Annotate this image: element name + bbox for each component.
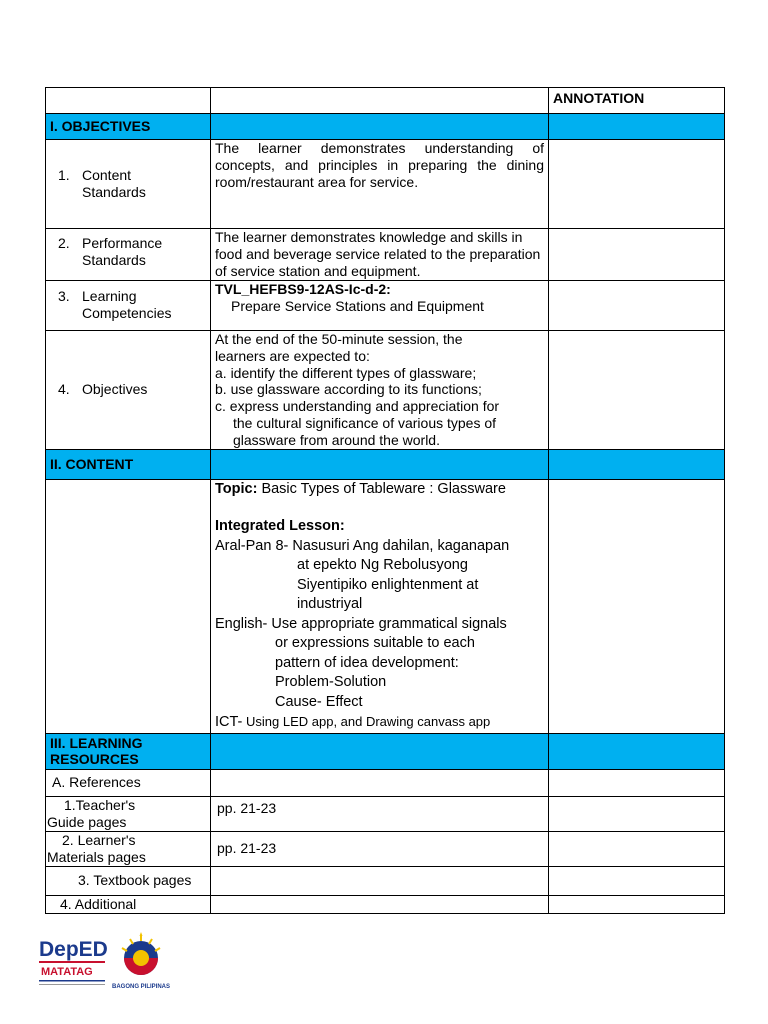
header-row bbox=[46, 88, 725, 114]
objectives-row: 4. Objectives At the end of the 50-minute session, the learners are expected to: a. identify the different types of glassware; b. use glassware according to its functions; c. express understanding and appreciation for the cultural significance of various types of glassware from around the world. bbox=[46, 331, 725, 450]
objective-a: a. identify the different types of glassware; bbox=[215, 364, 477, 381]
ict-line: ICT- Using LED app, and Drawing canvass app bbox=[215, 714, 491, 731]
performance-standards-label: Performance bbox=[82, 235, 163, 251]
teachers-guide-pages: pp. 21-23 bbox=[211, 796, 549, 831]
bagong-pilipinas-wordmark: BAGONG PILIPINAS bbox=[112, 984, 171, 990]
aralpan-line: Aral-Pan 8- Nasusuri Ang dahilan, kaganapan bbox=[215, 537, 510, 554]
teachers-guide-label: 1.Teacher's Guide pages bbox=[46, 796, 211, 831]
learners-materials-label: 2. Learner's Materials pages bbox=[46, 831, 211, 866]
matatag-wordmark: MATATAG bbox=[41, 966, 93, 978]
additional-row bbox=[46, 895, 725, 913]
resources-band bbox=[46, 733, 725, 769]
learners-materials-pages: pp. 21-23 bbox=[211, 831, 549, 866]
resources-band-label: III. LEARNING RESOURCES bbox=[46, 733, 211, 769]
learning-competencies-label: Learning bbox=[82, 288, 137, 304]
content-row bbox=[46, 479, 725, 733]
objective-b: b. use glassware according to its functions; bbox=[215, 381, 482, 398]
annotation-header: ANNOTATION bbox=[549, 88, 725, 114]
competency-title: Prepare Service Stations and Equipment bbox=[231, 298, 484, 314]
objective-c: c. express understanding and appreciation for bbox=[215, 398, 500, 415]
content-details: Topic: Basic Types of Tableware : Glassware Integrated Lesson: Aral-Pan 8- Nasusuri Ang dahilan, kaganapan at epekto Ng Rebolusyong Siyentipiko enlightenment at industriyal English- Use appropriate grammatical signals or expressions suitable to each pattern of idea development: Problem-Solution Cause- Effect ICT- Using LED app, and Drawing canvass app bbox=[211, 479, 549, 733]
references-label: A. References bbox=[46, 769, 211, 796]
references-row bbox=[46, 769, 725, 796]
performance-standards-text: The learner demonstrates knowledge and skills in food and beverage service related to the preparation of service station and equipment. bbox=[211, 229, 549, 281]
footer-logos bbox=[38, 930, 178, 995]
learners-materials-row bbox=[46, 831, 725, 866]
objectives-label: Objectives bbox=[82, 381, 148, 398]
content-standards-label: Content bbox=[82, 167, 132, 183]
bagong-pilipinas-seal bbox=[122, 932, 160, 975]
header-cell-empty-1 bbox=[46, 88, 211, 114]
content-band-label: II. CONTENT bbox=[46, 449, 211, 479]
objectives-band bbox=[46, 114, 725, 140]
deped-wordmark: DepED bbox=[39, 938, 108, 961]
content-standards-row: 1. Content Standards The learner demonstrates understanding of concepts, and principles in preparing the dining room/restaurant area for service. bbox=[46, 140, 725, 229]
additional-label: 4. Additional bbox=[46, 895, 211, 913]
english-line: English- Use appropriate grammatical signals bbox=[215, 615, 507, 632]
header-cell-empty-2 bbox=[211, 88, 549, 114]
learning-competencies-row: 3. Learning Competencies TVL_HEFBS9-12AS-Ic-d-2: Prepare Service Stations and Equipment bbox=[46, 281, 725, 331]
competency-code: TVL_HEFBS9-12AS-Ic-d-2: bbox=[215, 281, 391, 297]
objectives-band-label: I. OBJECTIVES bbox=[46, 114, 211, 140]
textbook-label: 3. Textbook pages bbox=[46, 866, 211, 895]
topic-line: Topic: Basic Types of Tableware : Glassware bbox=[215, 480, 506, 497]
integrated-lesson-label: Integrated Lesson: bbox=[215, 518, 345, 535]
performance-standards-row: 2. Performance Standards The learner demonstrates knowledge and skills in food and beverage service related to the preparation of service station and equipment. bbox=[46, 229, 725, 281]
lesson-plan-table bbox=[45, 87, 725, 914]
objectives-list: At the end of the 50-minute session, the learners are expected to: a. identify the different types of glassware; b. use glassware according to its functions; c. express understanding and appreciation for the cultural significance of various types of glassware from around the world. bbox=[211, 331, 549, 450]
deped-matatag-logo bbox=[38, 930, 178, 995]
teachers-guide-row bbox=[46, 796, 725, 831]
textbook-row bbox=[46, 866, 725, 895]
content-band bbox=[46, 449, 725, 479]
content-standards-text: The learner demonstrates understanding of concepts, and principles in preparing the dining room/restaurant area for service. bbox=[211, 140, 549, 229]
